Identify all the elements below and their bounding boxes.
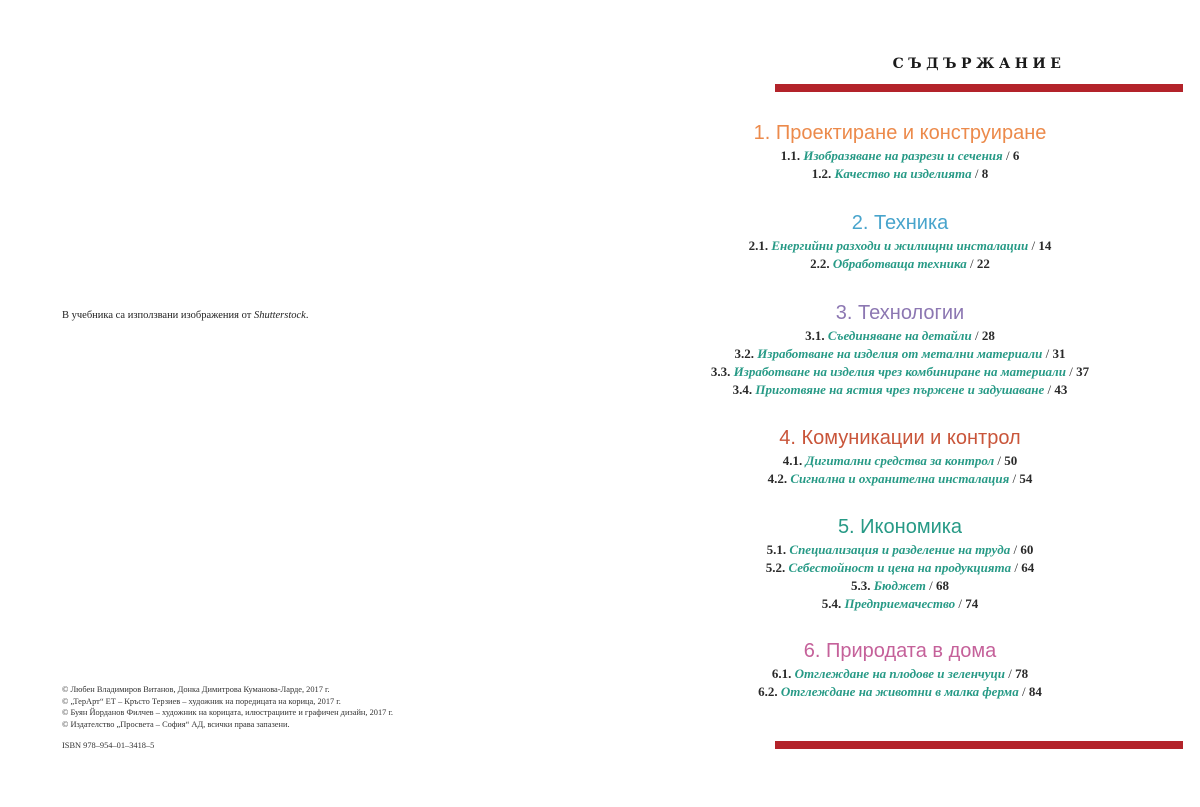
entry-number: 3.3.	[710, 364, 731, 379]
entry-page: 37	[1076, 364, 1090, 379]
chapter-title[interactable]: 2. Техника	[851, 212, 949, 234]
entry-page: 60	[1020, 542, 1034, 557]
toc-entry[interactable]	[600, 559, 1200, 577]
entry-page: 50	[1004, 453, 1018, 468]
entry-title: Дигитални средства за контрол	[805, 453, 995, 468]
chapter-section-1	[600, 121, 1200, 183]
toc-entry[interactable]	[600, 470, 1200, 488]
chapter-title[interactable]: 4. Комуникации и контрол	[779, 427, 1021, 449]
toc-entry[interactable]	[600, 381, 1200, 399]
entry-separator: /	[1028, 238, 1039, 253]
chapter-title[interactable]: 5. Икономика	[837, 516, 963, 538]
entry-number: 2.2.	[810, 256, 830, 271]
toc-entry[interactable]	[600, 595, 1200, 613]
toc-entry[interactable]	[600, 147, 1200, 165]
entry-title: Сигнална и охранителна инсталация	[790, 471, 1010, 486]
entry-title: Приготвяне на ястия чрез пържене и задушаване	[755, 382, 1045, 397]
entry-number: 3.1.	[805, 328, 825, 343]
entry-title: Енергийни разходи и жилищни инсталации	[771, 238, 1029, 253]
toc-entry[interactable]	[600, 345, 1200, 363]
entry-page: 22	[976, 256, 990, 271]
chapter-section-4	[600, 426, 1200, 488]
entry-title: Бюджет	[873, 578, 926, 593]
images-note-source: Shutterstock	[253, 310, 306, 321]
entry-title: Себестойност и цена на продукцията	[788, 560, 1012, 575]
chapter-section-3	[600, 301, 1200, 399]
entry-page: 8	[981, 166, 989, 181]
entry-number: 1.2.	[811, 166, 832, 181]
entry-number: 3.4.	[732, 382, 753, 397]
copyright-line: © Любен Владимиров Витанов, Донка Димитрова Куманова-Ларде, 2017 г.	[62, 685, 330, 694]
entry-number: 1.1.	[780, 148, 801, 163]
chapter-title[interactable]: 3. Технологии	[835, 302, 965, 324]
entry-number: 3.2.	[734, 346, 755, 361]
entry-separator: /	[1011, 560, 1022, 575]
entry-separator: /	[971, 166, 982, 181]
entry-page: 64	[1021, 560, 1035, 575]
copyright-line: © „ТерАрт“ ЕТ – Кръсто Терзиев – художник на поредицата на корица, 2017 г.	[62, 696, 341, 706]
entry-page: 14	[1038, 238, 1052, 253]
chapter-section-2	[600, 211, 1200, 273]
toc-entry[interactable]	[600, 452, 1200, 470]
copyright-line: © Издателство „Просвета – София“ АД, всички права запазени.	[62, 719, 290, 729]
entry-page: 78	[1015, 666, 1029, 681]
entry-number: 5.4.	[821, 596, 842, 611]
entry-separator: /	[1002, 148, 1013, 163]
entry-title: Предприемачество	[844, 596, 956, 611]
entry-page: 6	[1012, 148, 1020, 163]
entry-title: Качество на изделията	[834, 166, 972, 181]
entry-number: 5.1.	[766, 542, 787, 557]
toc-entry[interactable]	[600, 327, 1200, 345]
copyright-block	[62, 684, 393, 730]
entry-separator: /	[1010, 542, 1021, 557]
toc-entry[interactable]	[600, 165, 1200, 183]
chapter-title[interactable]: 6. Природата в дома	[803, 640, 997, 662]
chapter-title[interactable]: 1. Проектиране и конструиране	[753, 122, 1047, 144]
images-credit-note	[62, 310, 308, 321]
entry-number: 5.3.	[851, 578, 871, 593]
entry-page: 68	[936, 578, 949, 593]
entry-page: 84	[1028, 684, 1042, 699]
toc-entry[interactable]	[600, 237, 1200, 255]
toc-entry[interactable]	[600, 255, 1200, 273]
toc-title: СЪДЪРЖАНИЕ	[892, 56, 1066, 72]
entry-title: Обработваща техника	[832, 256, 967, 271]
entry-separator: /	[1018, 684, 1029, 699]
toc-entry[interactable]	[600, 683, 1200, 701]
entry-title: Отглеждане на плодове и зеленчуци	[794, 666, 1005, 681]
entry-number: 2.1.	[748, 238, 769, 253]
toc-entry[interactable]	[600, 363, 1200, 381]
entry-title: Изобразяване на разрези и сечения	[803, 148, 1003, 163]
entry-separator: /	[966, 256, 977, 271]
entry-page: 43	[1054, 382, 1068, 397]
entry-separator: /	[1065, 364, 1077, 379]
isbn: ISBN 978–954–01–3418–5	[62, 741, 155, 750]
entry-separator: /	[1042, 346, 1053, 361]
entry-number: 4.2.	[767, 471, 788, 486]
chapter-section-6	[600, 639, 1200, 701]
entry-title: Отглеждане на животни в малка ферма	[780, 684, 1019, 699]
toc-entry[interactable]	[600, 577, 1200, 595]
entry-page: 74	[965, 596, 979, 611]
entry-page: 28	[981, 328, 995, 343]
entry-separator: /	[971, 328, 982, 343]
entry-separator: /	[1044, 382, 1055, 397]
entry-page: 54	[1019, 471, 1033, 486]
entry-separator: /	[1004, 666, 1016, 681]
chapter-section-5	[600, 515, 1200, 613]
images-note-suffix: .	[305, 310, 309, 321]
entry-title: Съединяване на детайли	[827, 328, 972, 343]
entry-title: Изработване на изделия от метални материали	[757, 346, 1043, 361]
entry-separator: /	[994, 453, 1005, 468]
entry-title: Специализация и разделение на труда	[789, 542, 1011, 557]
entry-number: 5.2.	[765, 560, 786, 575]
entry-separator: /	[1009, 471, 1020, 486]
entry-page: 31	[1052, 346, 1066, 361]
right-page-toc	[600, 0, 1200, 807]
entry-separator: /	[955, 596, 966, 611]
entry-separator: /	[925, 578, 936, 593]
entry-number: 4.1.	[782, 453, 803, 468]
images-note-prefix: В учебника са използвани изображения от	[62, 310, 254, 321]
toc-entry[interactable]	[600, 665, 1200, 683]
top-divider-bar	[775, 84, 1183, 92]
toc-entry[interactable]	[600, 541, 1200, 559]
entry-title: Изработване на изделия чрез комбиниране на материали	[733, 364, 1066, 379]
entry-number: 6.1.	[771, 666, 792, 681]
entry-number: 6.2.	[758, 684, 778, 699]
copyright-line: © Буян Йорданов Филчев – художник на корицата, илюстрациите и графичен дизайн, 2017 г.	[62, 708, 394, 718]
bottom-divider-bar	[775, 741, 1183, 749]
